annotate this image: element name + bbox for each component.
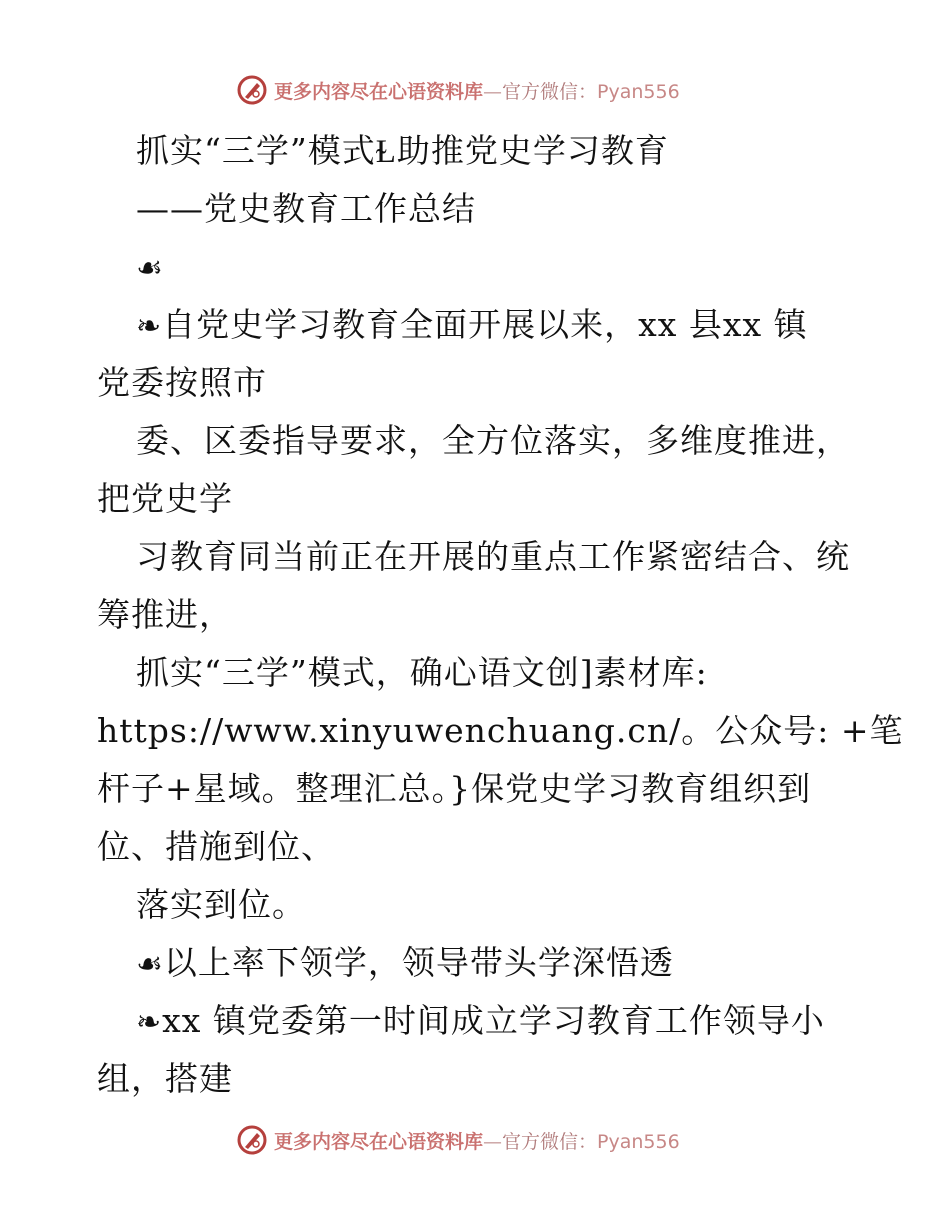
line-text: 自党史学习教育全面开展以来，xx 县xx 镇 [162, 305, 808, 344]
line-text: 习教育同当前正在开展的重点工作紧密结合、统 [136, 537, 850, 576]
document-line [97, 296, 857, 354]
line-text: ——党史教育工作总结 [136, 189, 476, 228]
ornament-icon: ❧ [136, 1005, 163, 1040]
line-text: 杆子+星域。整理汇总。}保党史学习教育组织到 [97, 769, 812, 808]
line-text: 位、措施到位、 [97, 827, 335, 866]
document-line [97, 992, 857, 1050]
pen-circle-logo-icon [236, 74, 268, 106]
ornament-icon: ❧ [136, 309, 163, 344]
ornament-icon: ☙ [136, 947, 164, 982]
ornament-icon: ☙ [136, 251, 164, 286]
document-line [97, 528, 857, 586]
document-line [97, 238, 857, 296]
pen-circle-logo-icon [236, 1124, 268, 1156]
document-line [97, 818, 857, 876]
header-banner-main: 更多内容尽在心语资料库 [274, 80, 484, 103]
document-line [97, 702, 904, 760]
footer-banner-main: 更多内容尽在心语资料库 [274, 1130, 484, 1153]
document-line [97, 934, 857, 992]
footer-banner-wechat-label: 官方微信： [502, 1130, 598, 1153]
document-line [97, 586, 857, 644]
document-line [97, 876, 857, 934]
document-line [97, 760, 857, 818]
line-text: 把党史学 [97, 479, 233, 518]
document-line [97, 412, 857, 470]
header-banner-account: Pyan556 [597, 80, 680, 103]
line-text: 以上率下领学，领导带头学深悟透 [163, 943, 674, 982]
document-body [97, 122, 904, 1108]
line-text: 抓实“三学”模式，确心语文创]素材库: [136, 653, 708, 692]
document-line [97, 122, 857, 180]
header-banner [236, 73, 680, 107]
line-text: xx 镇党委第一时间成立学习教育工作领导小 [162, 1001, 825, 1040]
header-banner-dash: — [483, 80, 503, 103]
line-text: 党委按照市 [97, 363, 267, 402]
footer-banner-account: Pyan556 [597, 1130, 680, 1153]
line-text: 委、区委指导要求，全方位落实，多维度推进， [136, 421, 850, 460]
document-line [97, 354, 857, 412]
document-line [97, 644, 857, 702]
document-line [97, 1050, 857, 1108]
line-text: 筹推进， [97, 595, 233, 634]
document-line [97, 470, 857, 528]
header-banner-text [274, 77, 680, 104]
footer-banner-text [274, 1127, 680, 1154]
header-banner-wechat-label: 官方微信： [502, 80, 598, 103]
footer-banner-dash: — [483, 1130, 503, 1153]
footer-banner [236, 1123, 680, 1157]
line-text: 组，搭建 [97, 1059, 233, 1098]
line-text: 落实到位。 [136, 885, 306, 924]
line-text: 抓实“三学”模式Ɫ助推党史学习教育 [136, 131, 669, 170]
document-line [97, 180, 857, 238]
line-text: https://www.xinyuwenchuang.cn/。公众号: +笔 [97, 711, 904, 750]
